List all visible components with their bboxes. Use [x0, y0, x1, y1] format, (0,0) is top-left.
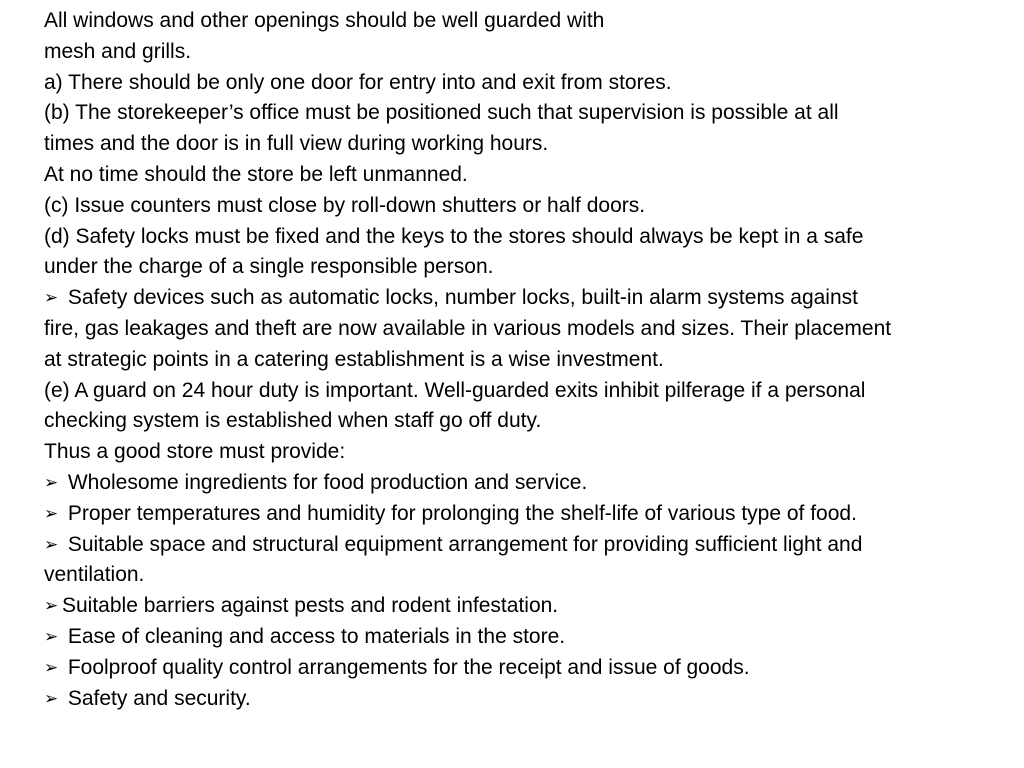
safety-devices-text: Safety devices such as automatic locks, number locks, built-in alarm systems against — [62, 286, 858, 310]
arrow-bullet-icon: ➢ — [44, 503, 59, 523]
arrow-bullet-icon: ➢ — [44, 626, 59, 646]
text-line: (e) A guard on 24 hour duty is important. Well-guarded exits inhibit pilferage if a personal — [44, 378, 866, 402]
text-line: (b) The storekeeper’s office must be positioned such that supervision is possible at all — [44, 101, 839, 125]
text-line: fire, gas leakages and theft are now available in various models and sizes. Their placement — [44, 316, 892, 340]
text-line: checking system is established when staff go off duty. — [44, 409, 542, 433]
provision-item — [44, 499, 994, 530]
text-line: ventilation. — [44, 563, 145, 587]
arrow-bullet-icon: ➢ — [44, 688, 59, 708]
provision-item — [44, 653, 994, 684]
text-line: All windows and other openings should be well guarded with — [44, 9, 605, 32]
text-line: (d) Safety locks must be fixed and the keys to the stores should always be kept in a safe — [44, 224, 864, 248]
provision-item — [44, 684, 994, 715]
arrow-bullet-icon: ➢ — [44, 596, 59, 616]
arrow-bullet-icon: ➢ — [44, 534, 59, 554]
provision-item — [44, 530, 994, 561]
arrow-bullet-icon: ➢ — [44, 657, 59, 677]
provision-text: Foolproof quality control arrangements for the receipt and issue of goods. — [62, 655, 750, 679]
document-body — [44, 6, 994, 714]
provision-text: Suitable barriers against pests and rodent infestation. — [62, 594, 559, 618]
text-line: (c) Issue counters must close by roll-down shutters or half doors. — [44, 193, 646, 217]
safety-devices-item — [44, 283, 994, 314]
provision-item — [44, 591, 994, 622]
provision-text: Suitable space and structural equipment arrangement for providing sufficient light and — [62, 532, 863, 556]
section-intro: Thus a good store must provide: — [44, 440, 346, 464]
text-line: at strategic points in a catering establishment is a wise investment. — [44, 347, 664, 371]
provision-text: Proper temperatures and humidity for prolonging the shelf-life of various type of food. — [62, 501, 857, 525]
arrow-bullet-icon: ➢ — [44, 472, 59, 492]
provision-text: Safety and security. — [62, 686, 251, 710]
text-line: under the charge of a single responsible person. — [44, 255, 494, 279]
arrow-bullet-icon: ➢ — [44, 288, 59, 308]
text-line: times and the door is in full view during working hours. — [44, 132, 549, 156]
provision-item — [44, 468, 994, 499]
provision-item — [44, 622, 994, 653]
text-line: a) There should be only one door for entry into and exit from stores. — [44, 70, 672, 94]
provision-text: Wholesome ingredients for food production and service. — [62, 470, 588, 494]
provision-text: Ease of cleaning and access to materials in the store. — [62, 624, 566, 648]
text-line: At no time should the store be left unmanned. — [44, 162, 468, 186]
text-line: mesh and grills. — [44, 39, 192, 63]
